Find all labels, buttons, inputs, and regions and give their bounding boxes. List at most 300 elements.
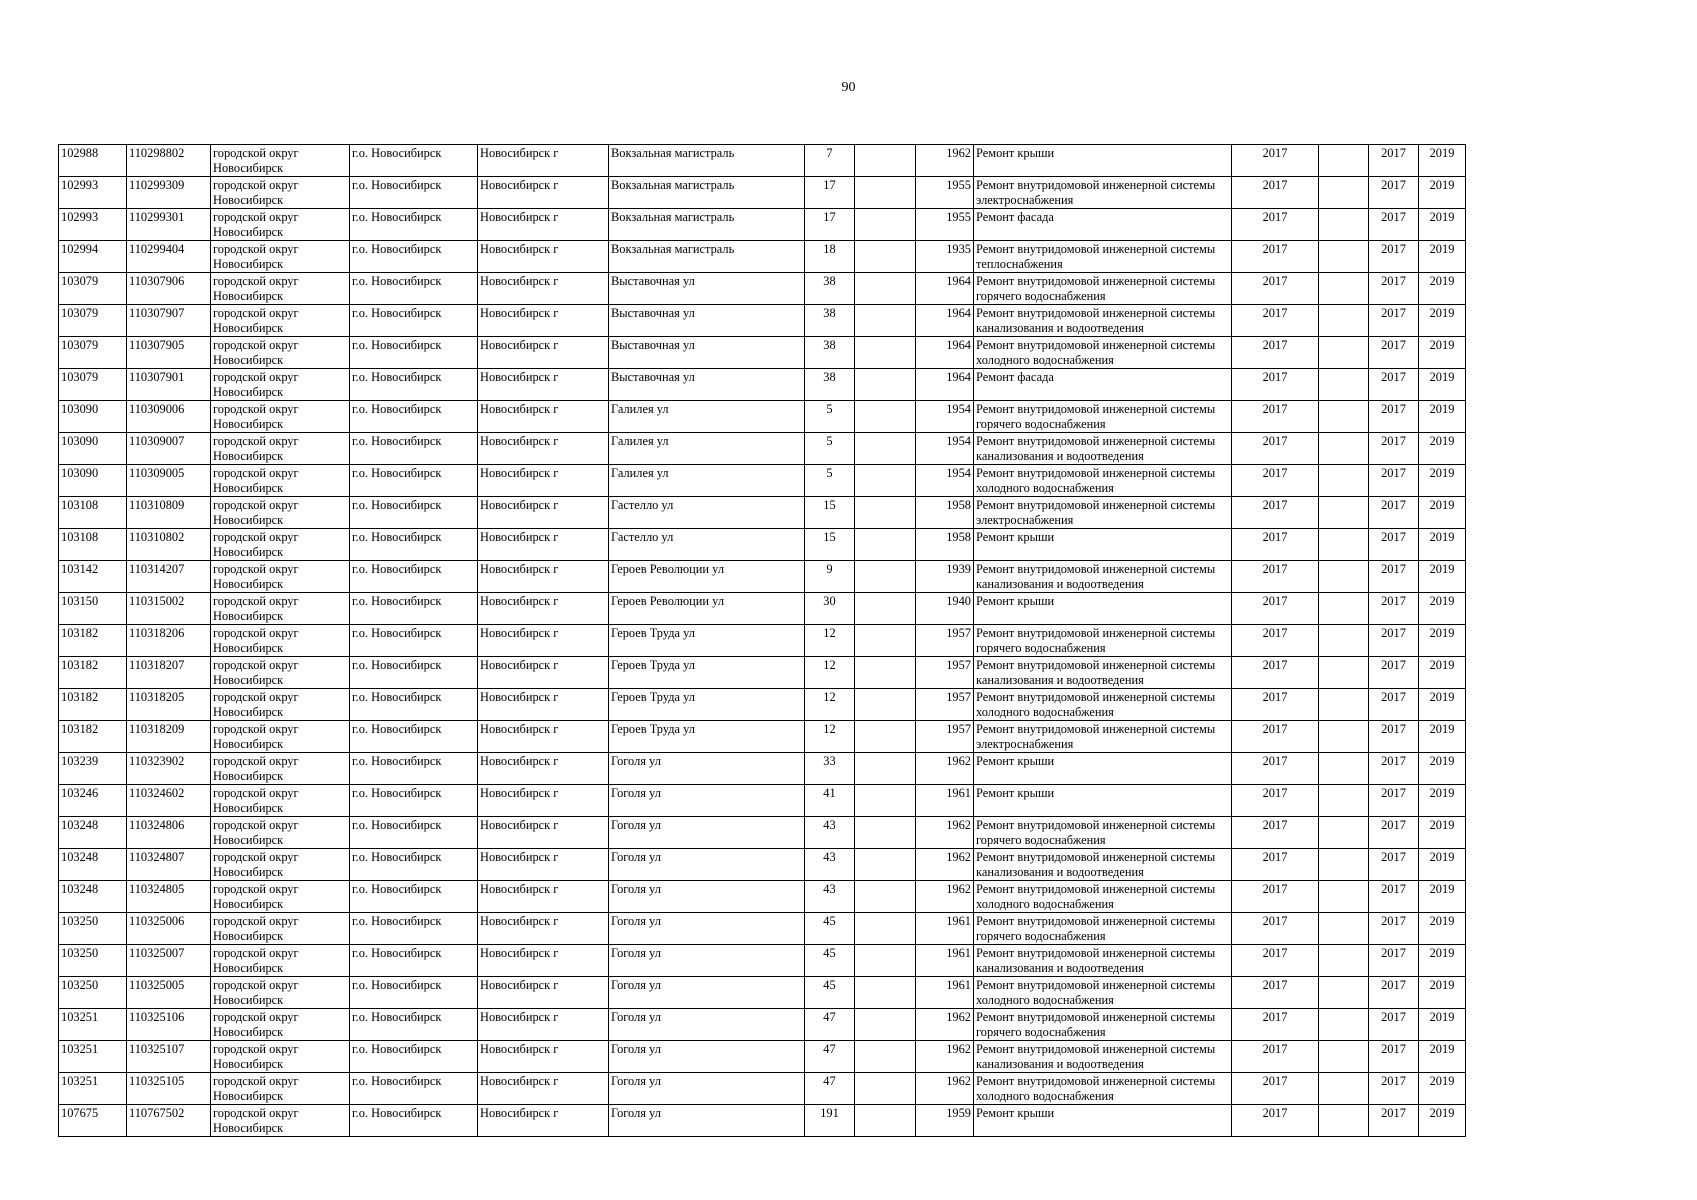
start-year-cell: 2017 <box>1369 145 1419 177</box>
district-cell: г.о. Новосибирск <box>350 1041 478 1073</box>
building-cell <box>855 241 916 273</box>
record-id-cell: 103246 <box>59 785 127 817</box>
building-cell <box>855 625 916 657</box>
work-type-cell: Ремонт внутридомовой инженерной системы горячего водоснабжения <box>974 1009 1232 1041</box>
start-year-cell: 2017 <box>1369 1041 1419 1073</box>
locality-cell: Новосибирск г <box>478 1041 609 1073</box>
record-id-cell: 103250 <box>59 977 127 1009</box>
extra-cell <box>1319 1041 1369 1073</box>
plan-year-cell: 2017 <box>1232 753 1319 785</box>
district-cell: г.о. Новосибирск <box>350 1105 478 1137</box>
object-code-cell: 110324806 <box>127 817 211 849</box>
table-row <box>59 689 1466 721</box>
municipality-cell: городской округ Новосибирск <box>211 465 350 497</box>
object-code-cell: 110299301 <box>127 209 211 241</box>
district-cell: г.о. Новосибирск <box>350 337 478 369</box>
plan-year-cell: 2017 <box>1232 145 1319 177</box>
extra-cell <box>1319 305 1369 337</box>
house-number-cell: 12 <box>805 721 855 753</box>
record-id-cell: 103182 <box>59 689 127 721</box>
street-cell: Галилея ул <box>609 401 805 433</box>
table-row <box>59 401 1466 433</box>
object-code-cell: 110299404 <box>127 241 211 273</box>
table-row <box>59 625 1466 657</box>
street-cell: Гоголя ул <box>609 1041 805 1073</box>
end-year-cell: 2019 <box>1419 1009 1466 1041</box>
house-number-cell: 18 <box>805 241 855 273</box>
end-year-cell: 2019 <box>1419 849 1466 881</box>
house-number-cell: 43 <box>805 881 855 913</box>
plan-year-cell: 2017 <box>1232 497 1319 529</box>
district-cell: г.о. Новосибирск <box>350 753 478 785</box>
district-cell: г.о. Новосибирск <box>350 817 478 849</box>
street-cell: Гоголя ул <box>609 977 805 1009</box>
record-id-cell: 103150 <box>59 593 127 625</box>
plan-year-cell: 2017 <box>1232 177 1319 209</box>
building-cell <box>855 593 916 625</box>
build-year-cell: 1955 <box>916 177 974 209</box>
street-cell: Гоголя ул <box>609 913 805 945</box>
district-cell: г.о. Новосибирск <box>350 273 478 305</box>
start-year-cell: 2017 <box>1369 1105 1419 1137</box>
start-year-cell: 2017 <box>1369 1073 1419 1105</box>
district-cell: г.о. Новосибирск <box>350 209 478 241</box>
locality-cell: Новосибирск г <box>478 721 609 753</box>
build-year-cell: 1958 <box>916 497 974 529</box>
street-cell: Вокзальная магистраль <box>609 145 805 177</box>
build-year-cell: 1964 <box>916 305 974 337</box>
municipality-cell: городской округ Новосибирск <box>211 1041 350 1073</box>
house-number-cell: 9 <box>805 561 855 593</box>
municipality-cell: городской округ Новосибирск <box>211 977 350 1009</box>
locality-cell: Новосибирск г <box>478 401 609 433</box>
extra-cell <box>1319 881 1369 913</box>
street-cell: Выставочная ул <box>609 369 805 401</box>
district-cell: г.о. Новосибирск <box>350 689 478 721</box>
registry-body <box>59 145 1466 1137</box>
work-type-cell: Ремонт внутридомовой инженерной системы холодного водоснабжения <box>974 689 1232 721</box>
district-cell: г.о. Новосибирск <box>350 401 478 433</box>
object-code-cell: 110309006 <box>127 401 211 433</box>
municipality-cell: городской округ Новосибирск <box>211 657 350 689</box>
start-year-cell: 2017 <box>1369 881 1419 913</box>
end-year-cell: 2019 <box>1419 689 1466 721</box>
table-row <box>59 177 1466 209</box>
plan-year-cell: 2017 <box>1232 977 1319 1009</box>
building-cell <box>855 657 916 689</box>
start-year-cell: 2017 <box>1369 337 1419 369</box>
end-year-cell: 2019 <box>1419 945 1466 977</box>
end-year-cell: 2019 <box>1419 657 1466 689</box>
district-cell: г.о. Новосибирск <box>350 1009 478 1041</box>
end-year-cell: 2019 <box>1419 625 1466 657</box>
building-cell <box>855 913 916 945</box>
work-type-cell: Ремонт внутридомовой инженерной системы теплоснабжения <box>974 241 1232 273</box>
start-year-cell: 2017 <box>1369 433 1419 465</box>
record-id-cell: 107675 <box>59 1105 127 1137</box>
street-cell: Гоголя ул <box>609 945 805 977</box>
house-number-cell: 47 <box>805 1009 855 1041</box>
extra-cell <box>1319 177 1369 209</box>
build-year-cell: 1962 <box>916 849 974 881</box>
building-cell <box>855 689 916 721</box>
start-year-cell: 2017 <box>1369 689 1419 721</box>
district-cell: г.о. Новосибирск <box>350 1073 478 1105</box>
street-cell: Выставочная ул <box>609 337 805 369</box>
plan-year-cell: 2017 <box>1232 721 1319 753</box>
district-cell: г.о. Новосибирск <box>350 881 478 913</box>
locality-cell: Новосибирск г <box>478 305 609 337</box>
build-year-cell: 1961 <box>916 913 974 945</box>
end-year-cell: 2019 <box>1419 785 1466 817</box>
build-year-cell: 1954 <box>916 465 974 497</box>
record-id-cell: 103248 <box>59 817 127 849</box>
building-cell <box>855 401 916 433</box>
start-year-cell: 2017 <box>1369 273 1419 305</box>
start-year-cell: 2017 <box>1369 401 1419 433</box>
object-code-cell: 110325106 <box>127 1009 211 1041</box>
start-year-cell: 2017 <box>1369 1009 1419 1041</box>
locality-cell: Новосибирск г <box>478 273 609 305</box>
extra-cell <box>1319 1073 1369 1105</box>
work-type-cell: Ремонт внутридомовой инженерной системы электроснабжения <box>974 497 1232 529</box>
table-row <box>59 593 1466 625</box>
municipality-cell: городской округ Новосибирск <box>211 401 350 433</box>
start-year-cell: 2017 <box>1369 177 1419 209</box>
table-row <box>59 977 1466 1009</box>
locality-cell: Новосибирск г <box>478 753 609 785</box>
start-year-cell: 2017 <box>1369 977 1419 1009</box>
registry-table <box>58 144 1466 1137</box>
locality-cell: Новосибирск г <box>478 881 609 913</box>
municipality-cell: городской округ Новосибирск <box>211 753 350 785</box>
end-year-cell: 2019 <box>1419 433 1466 465</box>
work-type-cell: Ремонт фасада <box>974 209 1232 241</box>
house-number-cell: 15 <box>805 529 855 561</box>
work-type-cell: Ремонт внутридомовой инженерной системы горячего водоснабжения <box>974 817 1232 849</box>
district-cell: г.о. Новосибирск <box>350 785 478 817</box>
start-year-cell: 2017 <box>1369 753 1419 785</box>
building-cell <box>855 273 916 305</box>
build-year-cell: 1962 <box>916 1009 974 1041</box>
locality-cell: Новосибирск г <box>478 977 609 1009</box>
build-year-cell: 1954 <box>916 433 974 465</box>
house-number-cell: 47 <box>805 1041 855 1073</box>
district-cell: г.о. Новосибирск <box>350 561 478 593</box>
table-row <box>59 145 1466 177</box>
record-id-cell: 103079 <box>59 369 127 401</box>
plan-year-cell: 2017 <box>1232 401 1319 433</box>
build-year-cell: 1962 <box>916 881 974 913</box>
house-number-cell: 5 <box>805 401 855 433</box>
extra-cell <box>1319 529 1369 561</box>
object-code-cell: 110325006 <box>127 913 211 945</box>
street-cell: Гоголя ул <box>609 849 805 881</box>
locality-cell: Новосибирск г <box>478 369 609 401</box>
house-number-cell: 15 <box>805 497 855 529</box>
end-year-cell: 2019 <box>1419 497 1466 529</box>
record-id-cell: 103108 <box>59 529 127 561</box>
build-year-cell: 1959 <box>916 1105 974 1137</box>
table-row <box>59 1105 1466 1137</box>
locality-cell: Новосибирск г <box>478 593 609 625</box>
street-cell: Вокзальная магистраль <box>609 209 805 241</box>
street-cell: Героев Труда ул <box>609 689 805 721</box>
locality-cell: Новосибирск г <box>478 785 609 817</box>
plan-year-cell: 2017 <box>1232 273 1319 305</box>
locality-cell: Новосибирск г <box>478 561 609 593</box>
work-type-cell: Ремонт крыши <box>974 753 1232 785</box>
district-cell: г.о. Новосибирск <box>350 913 478 945</box>
work-type-cell: Ремонт внутридомовой инженерной системы горячего водоснабжения <box>974 913 1232 945</box>
table-row <box>59 369 1466 401</box>
work-type-cell: Ремонт внутридомовой инженерной системы канализования и водоотведения <box>974 849 1232 881</box>
object-code-cell: 110307905 <box>127 337 211 369</box>
start-year-cell: 2017 <box>1369 849 1419 881</box>
page-number: 90 <box>841 80 856 95</box>
municipality-cell: городской округ Новосибирск <box>211 785 350 817</box>
build-year-cell: 1964 <box>916 273 974 305</box>
object-code-cell: 110324805 <box>127 881 211 913</box>
end-year-cell: 2019 <box>1419 881 1466 913</box>
start-year-cell: 2017 <box>1369 561 1419 593</box>
street-cell: Героев Труда ул <box>609 657 805 689</box>
locality-cell: Новосибирск г <box>478 529 609 561</box>
record-id-cell: 103251 <box>59 1009 127 1041</box>
record-id-cell: 103239 <box>59 753 127 785</box>
district-cell: г.о. Новосибирск <box>350 369 478 401</box>
table-row <box>59 1041 1466 1073</box>
end-year-cell: 2019 <box>1419 337 1466 369</box>
building-cell <box>855 721 916 753</box>
start-year-cell: 2017 <box>1369 369 1419 401</box>
record-id-cell: 103142 <box>59 561 127 593</box>
extra-cell <box>1319 273 1369 305</box>
municipality-cell: городской округ Новосибирск <box>211 625 350 657</box>
object-code-cell: 110307901 <box>127 369 211 401</box>
record-id-cell: 103182 <box>59 657 127 689</box>
work-type-cell: Ремонт внутридомовой инженерной системы горячего водоснабжения <box>974 273 1232 305</box>
building-cell <box>855 305 916 337</box>
work-type-cell: Ремонт крыши <box>974 593 1232 625</box>
record-id-cell: 103108 <box>59 497 127 529</box>
building-cell <box>855 977 916 1009</box>
extra-cell <box>1319 913 1369 945</box>
house-number-cell: 38 <box>805 273 855 305</box>
object-code-cell: 110298802 <box>127 145 211 177</box>
building-cell <box>855 433 916 465</box>
end-year-cell: 2019 <box>1419 209 1466 241</box>
street-cell: Гоголя ул <box>609 1105 805 1137</box>
plan-year-cell: 2017 <box>1232 913 1319 945</box>
extra-cell <box>1319 1105 1369 1137</box>
start-year-cell: 2017 <box>1369 209 1419 241</box>
street-cell: Гоголя ул <box>609 753 805 785</box>
work-type-cell: Ремонт внутридомовой инженерной системы канализования и водоотведения <box>974 1041 1232 1073</box>
building-cell <box>855 145 916 177</box>
table-row <box>59 337 1466 369</box>
extra-cell <box>1319 593 1369 625</box>
table-row <box>59 945 1466 977</box>
locality-cell: Новосибирск г <box>478 177 609 209</box>
street-cell: Гастелло ул <box>609 497 805 529</box>
object-code-cell: 110324807 <box>127 849 211 881</box>
record-id-cell: 102994 <box>59 241 127 273</box>
table-row <box>59 817 1466 849</box>
build-year-cell: 1940 <box>916 593 974 625</box>
district-cell: г.о. Новосибирск <box>350 241 478 273</box>
house-number-cell: 5 <box>805 433 855 465</box>
plan-year-cell: 2017 <box>1232 561 1319 593</box>
work-type-cell: Ремонт внутридомовой инженерной системы холодного водоснабжения <box>974 881 1232 913</box>
district-cell: г.о. Новосибирск <box>350 849 478 881</box>
house-number-cell: 38 <box>805 369 855 401</box>
municipality-cell: городской округ Новосибирск <box>211 273 350 305</box>
street-cell: Героев Революции ул <box>609 561 805 593</box>
start-year-cell: 2017 <box>1369 241 1419 273</box>
start-year-cell: 2017 <box>1369 657 1419 689</box>
table-row <box>59 561 1466 593</box>
locality-cell: Новосибирск г <box>478 209 609 241</box>
building-cell <box>855 369 916 401</box>
object-code-cell: 110325005 <box>127 977 211 1009</box>
object-code-cell: 110299309 <box>127 177 211 209</box>
work-type-cell: Ремонт крыши <box>974 145 1232 177</box>
record-id-cell: 103079 <box>59 305 127 337</box>
municipality-cell: городской округ Новосибирск <box>211 1073 350 1105</box>
build-year-cell: 1954 <box>916 401 974 433</box>
object-code-cell: 110325105 <box>127 1073 211 1105</box>
extra-cell <box>1319 241 1369 273</box>
build-year-cell: 1961 <box>916 945 974 977</box>
table-row <box>59 465 1466 497</box>
district-cell: г.о. Новосибирск <box>350 433 478 465</box>
street-cell: Вокзальная магистраль <box>609 177 805 209</box>
municipality-cell: городской округ Новосибирск <box>211 209 350 241</box>
end-year-cell: 2019 <box>1419 1041 1466 1073</box>
house-number-cell: 5 <box>805 465 855 497</box>
object-code-cell: 110767502 <box>127 1105 211 1137</box>
plan-year-cell: 2017 <box>1232 945 1319 977</box>
build-year-cell: 1955 <box>916 209 974 241</box>
plan-year-cell: 2017 <box>1232 241 1319 273</box>
record-id-cell: 103248 <box>59 849 127 881</box>
build-year-cell: 1961 <box>916 977 974 1009</box>
end-year-cell: 2019 <box>1419 529 1466 561</box>
plan-year-cell: 2017 <box>1232 625 1319 657</box>
plan-year-cell: 2017 <box>1232 1009 1319 1041</box>
extra-cell <box>1319 849 1369 881</box>
district-cell: г.о. Новосибирск <box>350 593 478 625</box>
end-year-cell: 2019 <box>1419 753 1466 785</box>
municipality-cell: городской округ Новосибирск <box>211 241 350 273</box>
work-type-cell: Ремонт внутридомовой инженерной системы канализования и водоотведения <box>974 945 1232 977</box>
street-cell: Гоголя ул <box>609 785 805 817</box>
municipality-cell: городской округ Новосибирск <box>211 433 350 465</box>
start-year-cell: 2017 <box>1369 913 1419 945</box>
extra-cell <box>1319 401 1369 433</box>
plan-year-cell: 2017 <box>1232 1073 1319 1105</box>
table-row <box>59 913 1466 945</box>
end-year-cell: 2019 <box>1419 273 1466 305</box>
building-cell <box>855 177 916 209</box>
record-id-cell: 103079 <box>59 273 127 305</box>
street-cell: Героев Труда ул <box>609 625 805 657</box>
plan-year-cell: 2017 <box>1232 209 1319 241</box>
plan-year-cell: 2017 <box>1232 433 1319 465</box>
end-year-cell: 2019 <box>1419 721 1466 753</box>
record-id-cell: 103090 <box>59 401 127 433</box>
municipality-cell: городской округ Новосибирск <box>211 849 350 881</box>
street-cell: Вокзальная магистраль <box>609 241 805 273</box>
house-number-cell: 45 <box>805 977 855 1009</box>
work-type-cell: Ремонт внутридомовой инженерной системы холодного водоснабжения <box>974 337 1232 369</box>
object-code-cell: 110314207 <box>127 561 211 593</box>
table-row <box>59 241 1466 273</box>
building-cell <box>855 849 916 881</box>
extra-cell <box>1319 337 1369 369</box>
work-type-cell: Ремонт внутридомовой инженерной системы холодного водоснабжения <box>974 1073 1232 1105</box>
municipality-cell: городской округ Новосибирск <box>211 369 350 401</box>
end-year-cell: 2019 <box>1419 1105 1466 1137</box>
municipality-cell: городской округ Новосибирск <box>211 145 350 177</box>
district-cell: г.о. Новосибирск <box>350 497 478 529</box>
building-cell <box>855 945 916 977</box>
end-year-cell: 2019 <box>1419 1073 1466 1105</box>
work-type-cell: Ремонт внутридомовой инженерной системы холодного водоснабжения <box>974 977 1232 1009</box>
record-id-cell: 103248 <box>59 881 127 913</box>
street-cell: Гоголя ул <box>609 1073 805 1105</box>
house-number-cell: 33 <box>805 753 855 785</box>
table-row <box>59 1009 1466 1041</box>
object-code-cell: 110309007 <box>127 433 211 465</box>
house-number-cell: 12 <box>805 689 855 721</box>
district-cell: г.о. Новосибирск <box>350 657 478 689</box>
locality-cell: Новосибирск г <box>478 657 609 689</box>
object-code-cell: 110324602 <box>127 785 211 817</box>
object-code-cell: 110310802 <box>127 529 211 561</box>
table-row <box>59 305 1466 337</box>
locality-cell: Новосибирск г <box>478 145 609 177</box>
locality-cell: Новосибирск г <box>478 849 609 881</box>
end-year-cell: 2019 <box>1419 369 1466 401</box>
building-cell <box>855 785 916 817</box>
municipality-cell: городской округ Новосибирск <box>211 945 350 977</box>
object-code-cell: 110318209 <box>127 721 211 753</box>
street-cell: Гоголя ул <box>609 881 805 913</box>
start-year-cell: 2017 <box>1369 817 1419 849</box>
build-year-cell: 1962 <box>916 817 974 849</box>
locality-cell: Новосибирск г <box>478 817 609 849</box>
municipality-cell: городской округ Новосибирск <box>211 593 350 625</box>
plan-year-cell: 2017 <box>1232 817 1319 849</box>
record-id-cell: 103090 <box>59 465 127 497</box>
extra-cell <box>1319 977 1369 1009</box>
work-type-cell: Ремонт внутридомовой инженерной системы канализования и водоотведения <box>974 657 1232 689</box>
record-id-cell: 103250 <box>59 913 127 945</box>
table-row <box>59 209 1466 241</box>
extra-cell <box>1319 785 1369 817</box>
municipality-cell: городской округ Новосибирск <box>211 497 350 529</box>
district-cell: г.о. Новосибирск <box>350 721 478 753</box>
table-row <box>59 273 1466 305</box>
start-year-cell: 2017 <box>1369 497 1419 529</box>
object-code-cell: 110315002 <box>127 593 211 625</box>
record-id-cell: 103251 <box>59 1073 127 1105</box>
street-cell: Гоголя ул <box>609 817 805 849</box>
record-id-cell: 102993 <box>59 177 127 209</box>
record-id-cell: 102993 <box>59 209 127 241</box>
